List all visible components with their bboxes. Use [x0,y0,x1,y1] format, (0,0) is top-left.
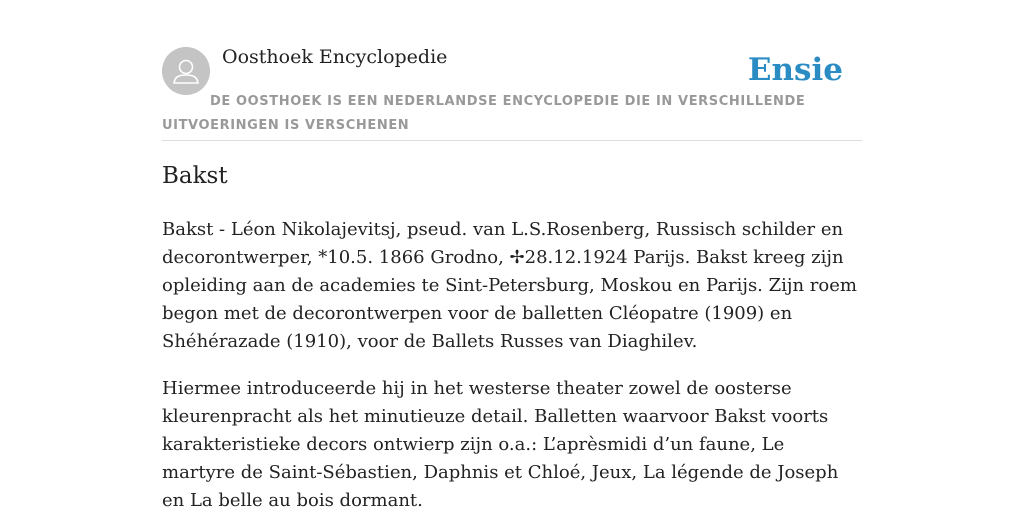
page-container [162,0,862,511]
user-avatar-icon[interactable] [162,47,210,95]
site-name[interactable]: Oosthoek Encyclopedie [222,46,448,68]
site-header [162,0,862,141]
article-title: Bakst [162,163,228,189]
article-paragraph: Hiermee introduceerde hij in het westerse theater zowel de oosterse kleurenpracht als het minutieuze detail. Balletten waarvoor Bakst voorts karakteristieke decors ontwierp zijn o.a.: L’aprèsmidi d’un faune, Le martyre de Saint-Sébastien, Daphnis et Chloé, Jeux, La légende de Joseph en La belle au bois dormant. [162,378,839,511]
article-paragraph: Bakst - Léon Nikolajevitsj, pseud. van L.S.Rosenberg, Russisch schilder en decorontwerper, *10.5. 1866 Grodno, ✢28.12.1924 Parijs. Bakst kreeg zijn opleiding aan de academies te Sint-Petersburg, Moskou en Parijs. Zijn roem begon met de decorontwerpen voor de balletten Cléopatre (1909) en Shéhérazade (1910), voor de Ballets Russes van Diaghilev. [162,219,857,352]
brand-logo[interactable]: Ensie [747,52,843,88]
site-tagline: DE OOSTHOEK IS EEN NEDERLANDSE ENCYCLOPEDIE DIE IN VERSCHILLENDE UITVOERINGEN IS VERSCHENEN [162,94,806,133]
